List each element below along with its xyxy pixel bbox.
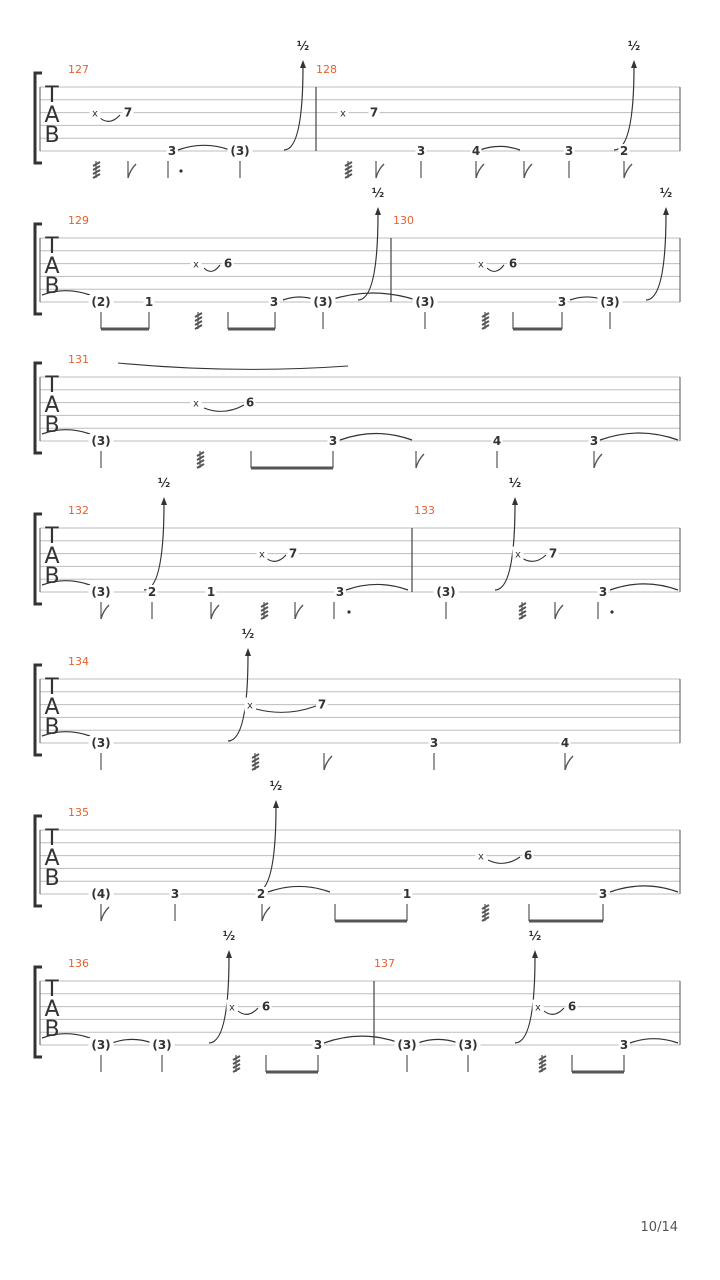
measure-number: 127 (68, 63, 89, 76)
fret-number: (3) (91, 1038, 111, 1052)
measure-number: 137 (374, 957, 395, 970)
fret-number: 1 (144, 295, 154, 309)
tab-clef-letter: A (44, 544, 60, 569)
slide-arc (256, 706, 316, 712)
note-flag (128, 164, 136, 178)
dot-mark (347, 610, 350, 613)
tie-arc (480, 146, 520, 150)
note-flag (624, 164, 632, 178)
measure-number: 132 (68, 504, 89, 517)
slide-arc (266, 555, 286, 561)
bend-curve (256, 806, 276, 892)
fret-number: 2 (256, 887, 266, 901)
dead-note: x (229, 1002, 235, 1014)
dead-note: x (193, 259, 199, 271)
bend-arrow (245, 648, 251, 656)
tab-system (35, 186, 680, 329)
measure-number: 128 (316, 63, 337, 76)
dead-note: x (247, 700, 253, 712)
tie-arc (610, 584, 678, 590)
tab-system (35, 353, 680, 468)
dead-note: x (515, 549, 521, 561)
tie-arc (178, 145, 230, 150)
tie-arc (112, 1039, 152, 1043)
tab-clef-letter: B (44, 1017, 60, 1042)
tie-arc (600, 433, 678, 440)
fret-number: 1 (206, 585, 216, 599)
fret-number: 4 (492, 434, 502, 448)
fret-number: 3 (557, 295, 567, 309)
bend-label: ½ (269, 779, 283, 793)
bend-label: ½ (222, 929, 236, 943)
bend-label: ½ (508, 476, 522, 490)
tab-system (35, 476, 680, 619)
tab-clef-letter: B (44, 413, 60, 438)
dead-note: x (478, 259, 484, 271)
measure-number: 130 (393, 214, 414, 227)
fret-number: 6 (223, 256, 233, 271)
tie-arc (418, 1039, 458, 1043)
fret-number: 1 (402, 887, 412, 901)
note-flag (555, 605, 563, 619)
fret-number: (2) (91, 295, 111, 309)
measure-number: 136 (68, 957, 89, 970)
tab-clef-letter: B (44, 274, 60, 299)
fret-number: (4) (91, 887, 111, 901)
fret-number: 7 (369, 105, 379, 120)
fret-number: 7 (317, 697, 327, 712)
bend-arrow (532, 950, 538, 958)
note-flag (376, 164, 384, 178)
fret-number: 7 (288, 546, 298, 561)
fret-number: 3 (416, 144, 426, 158)
fret-number: (3) (152, 1038, 172, 1052)
tab-clef-letter: T (45, 675, 59, 700)
measure-number: 135 (68, 806, 89, 819)
dead-note: x (340, 108, 346, 120)
bend-curve (646, 213, 666, 300)
fret-number: (3) (91, 736, 111, 750)
measure-number: 133 (414, 504, 435, 517)
fret-number: 4 (560, 736, 570, 750)
note-flag (565, 756, 573, 770)
slide-arc (118, 363, 348, 369)
measure-number: 129 (68, 214, 89, 227)
tab-clef-letter: B (44, 715, 60, 740)
tie-arc (324, 1036, 400, 1043)
bend-curve (495, 503, 515, 590)
fret-number: (3) (415, 295, 435, 309)
bend-label: ½ (241, 627, 255, 641)
note-flag (101, 907, 109, 921)
fret-number: 3 (564, 144, 574, 158)
tie-arc (340, 434, 412, 440)
tab-clef-letter: T (45, 977, 59, 1002)
tab-clef-letter: B (44, 866, 60, 891)
bend-label: ½ (659, 186, 673, 200)
slide-arc (100, 115, 120, 121)
bend-label: ½ (371, 186, 385, 200)
bend-curve (515, 956, 535, 1043)
tie-arc (630, 1039, 678, 1043)
tie-arc (610, 886, 678, 892)
bend-label: ½ (528, 929, 542, 943)
note-flag (211, 605, 219, 619)
bend-arrow (161, 497, 167, 505)
fret-number: (3) (230, 144, 250, 158)
tie-arc (330, 293, 416, 300)
bend-curve (614, 66, 634, 150)
slide-arc (238, 1008, 258, 1014)
tab-clef-letter: B (44, 123, 60, 148)
fret-number: 6 (523, 848, 533, 863)
fret-number: 6 (245, 395, 255, 410)
tab-clef-letter: T (45, 524, 59, 549)
note-flag (101, 605, 109, 619)
dead-note: x (259, 549, 265, 561)
fret-number: 3 (335, 585, 345, 599)
note-flag (476, 164, 484, 178)
tab-clef-letter: A (44, 846, 60, 871)
note-flag (524, 164, 532, 178)
fret-number: 3 (328, 434, 338, 448)
note-flag (594, 454, 602, 468)
bend-arrow (273, 800, 279, 808)
dead-note: x (92, 108, 98, 120)
fret-number: (3) (91, 434, 111, 448)
fret-number: 3 (429, 736, 439, 750)
fret-number: 3 (598, 585, 608, 599)
tab-clef-letter: A (44, 997, 60, 1022)
bend-arrow (631, 60, 637, 68)
dead-note: x (535, 1002, 541, 1014)
tab-system (35, 929, 680, 1072)
bend-curve (284, 66, 303, 150)
fret-number: 3 (269, 295, 279, 309)
bend-curve (228, 654, 248, 741)
bend-label: ½ (627, 39, 641, 53)
fret-number: 6 (261, 999, 271, 1014)
tab-system (35, 39, 680, 369)
slide-arc (544, 1008, 564, 1014)
fret-number: 3 (598, 887, 608, 901)
tab-clef-letter: T (45, 373, 59, 398)
tab-clef-letter: A (44, 254, 60, 279)
tab-clef-letter: B (44, 564, 60, 589)
tab-clef-letter: A (44, 103, 60, 128)
tab-clef-letter: T (45, 234, 59, 259)
fret-number: 7 (123, 105, 133, 120)
note-flag (262, 907, 270, 921)
tab-system (35, 627, 680, 770)
dead-note: x (478, 851, 484, 863)
slide-arc (487, 265, 504, 271)
fret-number: 3 (170, 887, 180, 901)
bend-arrow (512, 497, 518, 505)
slide-arc (522, 555, 546, 561)
note-flag (324, 756, 332, 770)
fret-number: 7 (548, 546, 558, 561)
fret-number: 3 (167, 144, 177, 158)
fret-number: 2 (619, 144, 629, 158)
fret-number: 3 (619, 1038, 629, 1052)
bend-curve (209, 956, 229, 1043)
bend-arrow (663, 207, 669, 215)
bend-curve (358, 213, 378, 300)
measure-number: 131 (68, 353, 89, 366)
fret-number: (3) (397, 1038, 417, 1052)
bend-arrow (375, 207, 381, 215)
bend-arrow (226, 950, 232, 958)
page-number: 10/14 (640, 1220, 678, 1235)
tab-clef-letter: A (44, 393, 60, 418)
measure-number: 134 (68, 655, 89, 668)
fret-number: 6 (567, 999, 577, 1014)
tab-clef-letter: T (45, 826, 59, 851)
bend-label: ½ (296, 39, 310, 53)
slide-arc (204, 405, 244, 411)
fret-number: 4 (471, 144, 481, 158)
bend-curve (144, 503, 164, 590)
note-flag (416, 454, 424, 468)
fret-number: 2 (147, 585, 157, 599)
tie-arc (346, 584, 408, 590)
dot-mark (610, 610, 613, 613)
fret-number: (3) (436, 585, 456, 599)
tab-clef-letter: A (44, 695, 60, 720)
fret-number: 3 (589, 434, 599, 448)
note-flag (295, 605, 303, 619)
tab-system (35, 779, 680, 921)
tie-arc (268, 886, 330, 892)
bend-arrow (300, 60, 306, 68)
fret-number: 3 (313, 1038, 323, 1052)
fret-number: (3) (600, 295, 620, 309)
fret-number: 6 (508, 256, 518, 271)
fret-number: (3) (313, 295, 333, 309)
fret-number: (3) (458, 1038, 478, 1052)
fret-number: (3) (91, 585, 111, 599)
tab-clef-letter: T (45, 83, 59, 108)
slide-arc (488, 857, 520, 863)
dead-note: x (193, 398, 199, 410)
bend-label: ½ (157, 476, 171, 490)
slide-arc (204, 265, 220, 271)
dot-mark (179, 169, 182, 172)
